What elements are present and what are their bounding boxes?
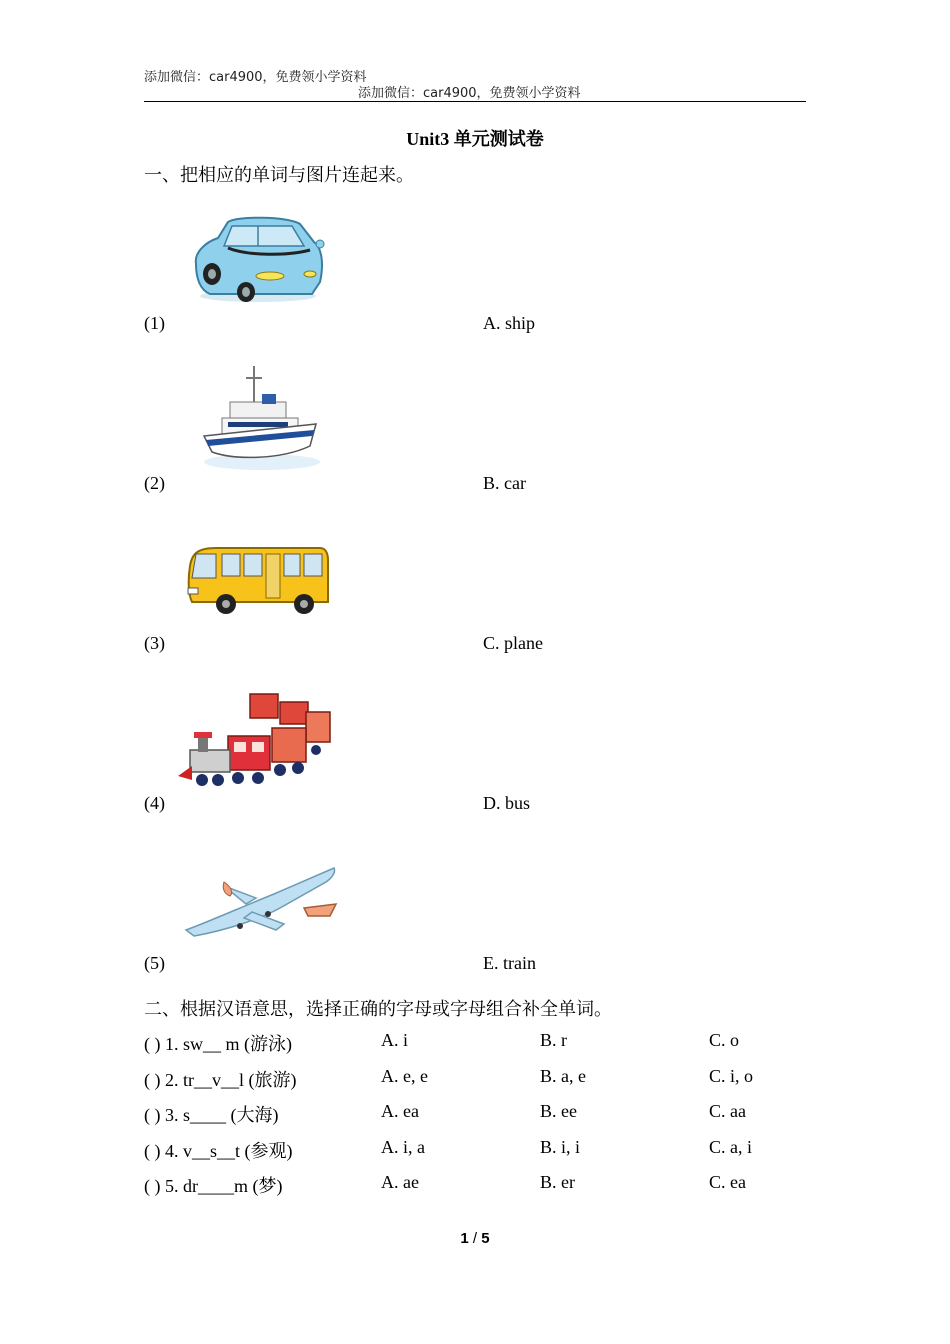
header-rule [144,101,806,102]
item-number: (4) [144,793,165,813]
bus-picture [186,544,330,616]
word-option: C. plane [483,633,543,653]
question-stem: ( ) 2. tr__v__l (旅游) [144,1070,297,1090]
question-stem: ( ) 5. dr____m (梦) [144,1176,283,1196]
choice-b: B. ee [540,1101,577,1121]
choice-a: A. ea [381,1101,419,1121]
page-number [0,1230,950,1247]
word-option: E. train [483,953,536,973]
item-number: (1) [144,313,165,333]
page-separator: / [468,1230,482,1247]
word-option: B. car [483,473,526,493]
question-stem: ( ) 4. v__s__t (参观) [144,1141,293,1161]
train-picture [176,690,336,792]
item-number: (3) [144,633,165,653]
choice-c: C. i, o [709,1066,754,1086]
choice-a: A. i, a [381,1137,425,1157]
choice-a: A. i [381,1030,408,1050]
question-stem: ( ) 3. s____ (大海) [144,1105,279,1125]
section2-heading: 二、根据汉语意思，选择正确的字母或字母组合补全单词。 [144,999,612,1019]
total-pages: 5 [481,1230,490,1247]
word-option: A. ship [483,313,536,333]
choice-b: B. er [540,1172,575,1192]
car-picture [188,212,328,308]
page-title: Unit3 单元测试卷 [406,129,544,149]
choice-c: C. o [709,1030,740,1050]
choice-c: C. aa [709,1101,746,1121]
choice-b: B. r [540,1030,567,1050]
header-line-2: 添加微信：car4900，免费领小学资料 [358,86,581,101]
choice-b: B. a, e [540,1066,586,1086]
section1-heading: 一、把相应的单词与图片连起来。 [144,165,414,185]
header-line-1: 添加微信：car4900，免费领小学资料 [144,70,367,85]
choice-b: B. i, i [540,1137,581,1157]
word-option: D. bus [483,793,531,813]
choice-a: A. ae [381,1172,419,1192]
item-number: (2) [144,473,165,493]
question-stem: ( ) 1. sw__ m (游泳) [144,1034,292,1054]
item-number: (5) [144,953,165,973]
plane-picture [184,864,340,938]
choice-c: C. ea [709,1172,746,1192]
ship-picture [200,364,324,476]
current-page: 1 [460,1230,469,1247]
choice-a: A. e, e [381,1066,428,1086]
choice-c: C. a, i [709,1137,752,1157]
